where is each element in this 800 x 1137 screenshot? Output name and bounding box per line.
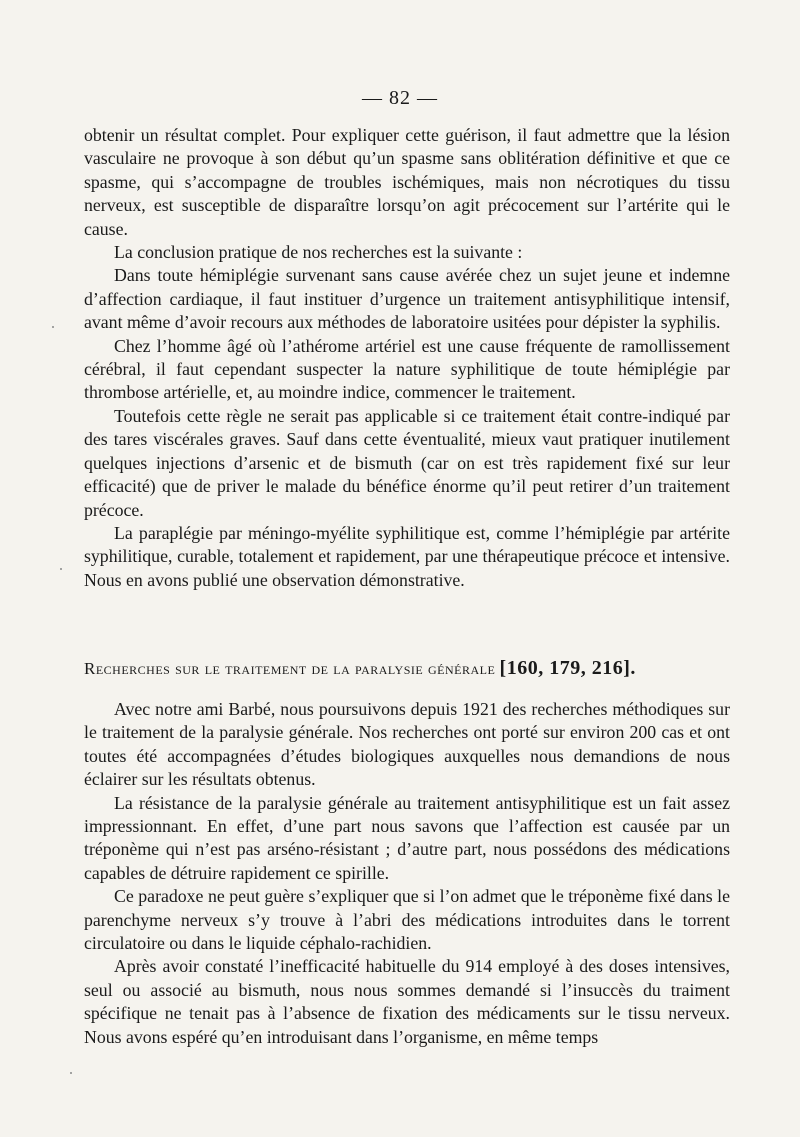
paragraph: Toutefois cette règle ne serait pas applicable si ce traitement était contre-indiqué par des tares viscérales graves. Sauf dans cette éventualité, mieux vaut pratiquer inutilement quelques injections d’arsenic et de bismuth (car on est très rapidement fixé sur leur efficacité) que de priver le malade du bénéfice énorme qu’il peut retirer d’un traitement précoce. <box>84 405 730 520</box>
section-heading <box>84 655 730 682</box>
bottom-text-section <box>84 698 730 1049</box>
top-text-section <box>84 124 730 592</box>
paragraph: La paraplégie par méningo-myélite syphilitique est, comme l’hémiplégie par artérite syphilitique, curable, totalement et rapidement, par une thérapeutique précoce et intensive. Nous en avons publié une observation démonstrative. <box>84 522 730 590</box>
paragraph: La conclusion pratique de nos recherches est la suivante : <box>114 242 523 263</box>
paragraph: obtenir un résultat complet. Pour expliquer cette guérison, il faut admettre que la lésion vasculaire ne provoque à son début qu’un spasme sans oblitération définitive et que ce spasme, qui s’accompagne de troubles ischémiques, mais non nécrotiques du tissu nerveux, est susceptible de disparaître lorsqu’on agit précocement sur l’artérite qui le cause. <box>84 125 730 239</box>
paper-speck <box>60 568 62 570</box>
paragraph: Après avoir constaté l’inefficacité habituelle du 914 employé à des doses intensives, seul ou associé au bismuth, nous nous sommes demandé si l’insuccès du traiment spécifique ne tenait pas à l’absence de fixation des médicaments sur le tissu nerveux. Nous avons espéré qu’en introduisant dans l’organisme, en même temps <box>84 956 730 1047</box>
page-number: — 82 — <box>362 87 438 109</box>
paragraph: La résistance de la paralysie générale au traitement antisyphilitique est un fait assez impressionnant. En effet, d’une part nous savons que l’affection est causée par un tréponème qui n’est pas arséno-résistant ; d’autre part, nous possédons des médications capables de détruire rapidement ce spirille. <box>84 792 730 883</box>
paper-speck <box>52 326 54 328</box>
paper-speck <box>70 1072 72 1074</box>
paragraph: Avec notre ami Barbé, nous poursuivons depuis 1921 des recherches méthodiques sur le traitement de la paralysie générale. Nos recherches ont porté sur environ 200 cas et ont toutes été accompagnées d’études biologiques auxquelles nous demandions de nous éclairer sur les résultats obtenus. <box>84 699 730 790</box>
section-heading-references: [160, 179, 216]. <box>499 657 636 679</box>
section-heading-title: Recherches sur le traitement de la paralysie générale <box>84 659 496 678</box>
paragraph: Dans toute hémiplégie survenant sans cause avérée chez un sujet jeune et indemne d’affection cardiaque, il faut instituer d’urgence un traitement antisyphilitique intensif, avant même d’avoir recours aux méthodes de laboratoire usitées pour dépister la syphilis. <box>84 265 730 333</box>
paragraph: Ce paradoxe ne peut guère s’expliquer que si l’on admet que le tréponème fixé dans le parenchyme nerveux s’y trouve à l’abri des médications introduites dans le torrent circulatoire ou dans le liquide céphalo-rachidien. <box>84 886 730 954</box>
paragraph: Chez l’homme âgé où l’athérome artériel est une cause fréquente de ramollissement cérébral, il faut cependant suspecter la nature syphilitique de toute hémiplégie par thrombose artérielle, et, au moindre indice, commencer le traitement. <box>84 335 730 403</box>
